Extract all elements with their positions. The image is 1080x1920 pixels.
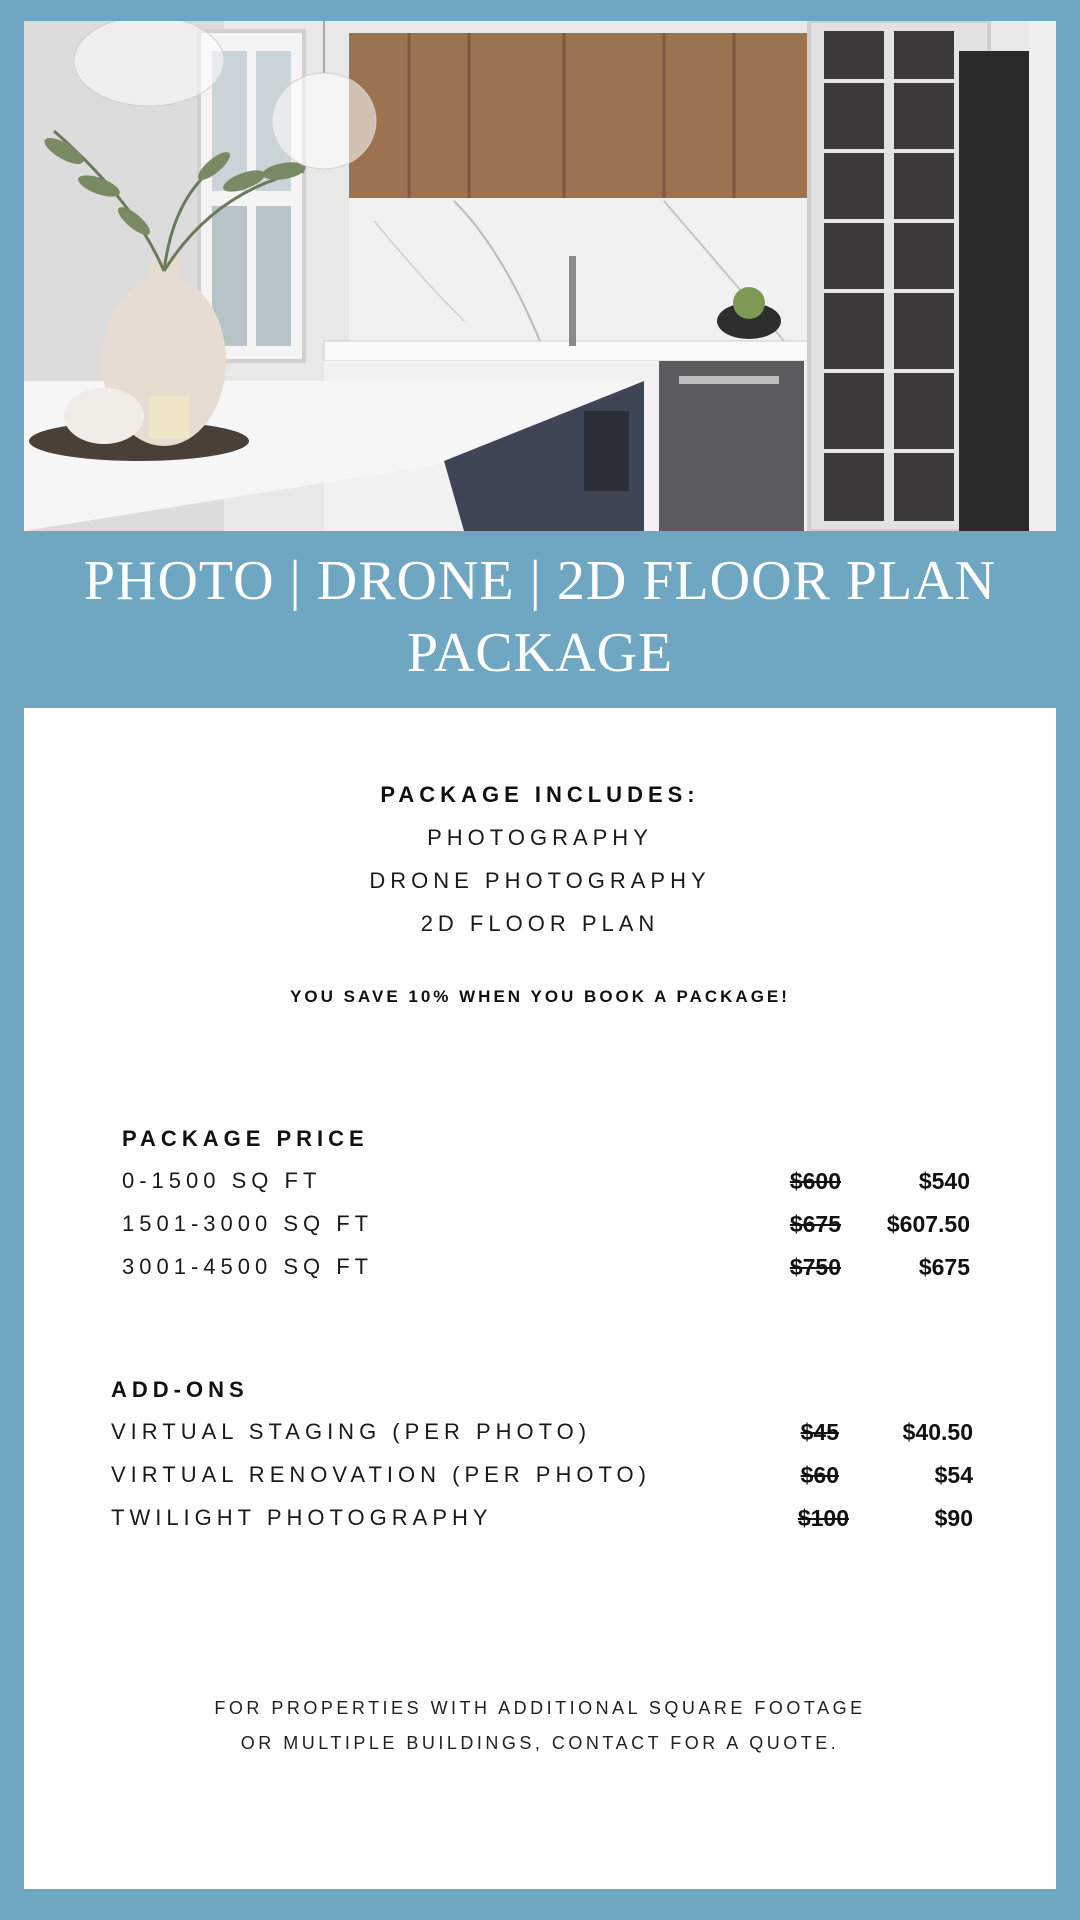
price-row-new: $675 bbox=[918, 1254, 970, 1280]
price-row-label: 0-1500 SQ FT bbox=[122, 1168, 322, 1193]
savings-note: YOU SAVE 10% WHEN YOU BOOK A PACKAGE! bbox=[290, 987, 790, 1006]
quote-note-line-1: FOR PROPERTIES WITH ADDITIONAL SQUARE FOOTAGE bbox=[214, 1698, 866, 1718]
addon-row-old: $100 bbox=[797, 1505, 849, 1531]
headline-line-2: PACKAGE bbox=[406, 622, 674, 684]
addon-row-label: TWILIGHT PHOTOGRAPHY bbox=[111, 1505, 493, 1530]
addon-row-new: $40.50 bbox=[902, 1419, 973, 1445]
package-headline bbox=[0, 545, 1080, 695]
price-row-old: $750 bbox=[789, 1254, 841, 1280]
addon-row-old: $60 bbox=[800, 1462, 839, 1488]
price-row bbox=[24, 1168, 1056, 1208]
pricing-card bbox=[24, 708, 1056, 1889]
kitchen-illustration bbox=[24, 21, 1056, 531]
addon-row-new: $90 bbox=[934, 1505, 973, 1531]
price-row-new: $607.50 bbox=[886, 1211, 970, 1237]
price-row-label: 1501-3000 SQ FT bbox=[122, 1211, 374, 1236]
addon-row-new: $54 bbox=[934, 1462, 973, 1488]
addon-row bbox=[24, 1419, 1056, 1459]
hero-kitchen-photo bbox=[24, 21, 1056, 531]
price-row-old: $600 bbox=[789, 1168, 841, 1194]
price-row-new: $540 bbox=[918, 1168, 970, 1194]
price-row bbox=[24, 1211, 1056, 1251]
addon-row bbox=[24, 1505, 1056, 1545]
addon-row-label: VIRTUAL RENOVATION (PER PHOTO) bbox=[111, 1462, 651, 1487]
price-row-old: $675 bbox=[789, 1211, 841, 1237]
includes-item-floor-plan: 2D FLOOR PLAN bbox=[420, 911, 660, 936]
package-price-title: PACKAGE PRICE bbox=[122, 1126, 369, 1151]
addon-row-label: VIRTUAL STAGING (PER PHOTO) bbox=[111, 1419, 592, 1444]
price-row-label: 3001-4500 SQ FT bbox=[122, 1254, 374, 1279]
price-row bbox=[24, 1254, 1056, 1294]
addons-title: ADD-ONS bbox=[111, 1377, 249, 1402]
addon-row bbox=[24, 1462, 1056, 1502]
includes-item-photography: PHOTOGRAPHY bbox=[427, 825, 653, 850]
quote-note-line-2: OR MULTIPLE BUILDINGS, CONTACT FOR A QUOTE. bbox=[240, 1733, 840, 1753]
addon-row-old: $45 bbox=[800, 1419, 839, 1445]
includes-title: PACKAGE INCLUDES: bbox=[380, 782, 700, 807]
includes-item-drone: DRONE PHOTOGRAPHY bbox=[369, 868, 711, 893]
headline-line-1: PHOTO | DRONE | 2D FLOOR PLAN bbox=[83, 550, 997, 612]
